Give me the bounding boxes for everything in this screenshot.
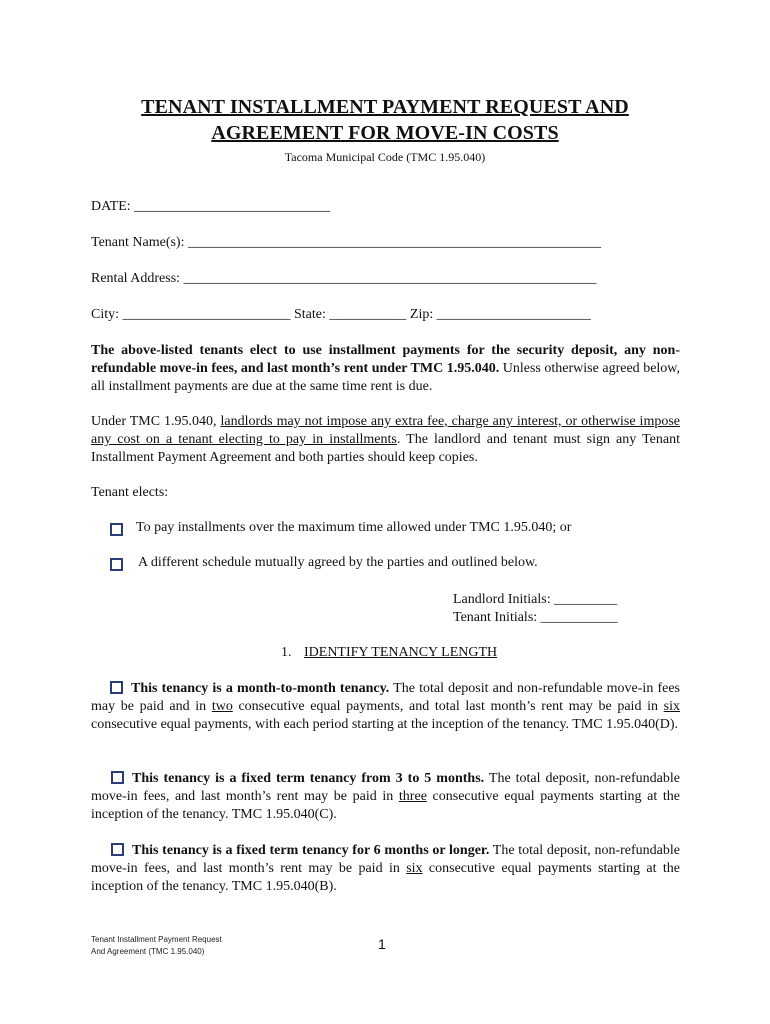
three-to-five-months-checkbox[interactable] bbox=[111, 771, 124, 784]
tenancy-option-3-to-5-months bbox=[91, 770, 680, 824]
intro-paragraph bbox=[91, 342, 680, 396]
month-to-month-checkbox[interactable] bbox=[110, 681, 123, 694]
rule-paragraph bbox=[91, 413, 680, 467]
month-to-month-text-3: consecutive equal payments, with each period starting at the inception of the tenancy. TMC 1.95.040(D). bbox=[91, 717, 679, 732]
elect-option-1-checkbox[interactable] bbox=[110, 521, 123, 539]
footer-line-1: Tenant Installment Payment Request bbox=[91, 935, 222, 944]
month-to-month-underline-2: six bbox=[663, 699, 680, 714]
month-to-month-bold: This tenancy is a month-to-month tenancy. bbox=[131, 681, 390, 696]
three-to-five-months-text-1: The total deposit, non-refundable move-in fees, and last month’s rent may be paid in bbox=[91, 771, 680, 804]
six-months-or-longer-checkbox[interactable] bbox=[111, 843, 124, 856]
elect-option-2-checkbox[interactable] bbox=[110, 556, 123, 574]
section-1-heading: IDENTIFY TENANCY LENGTH bbox=[304, 645, 498, 660]
tenant-initials-field[interactable]: Tenant Initials: ___________ bbox=[453, 610, 618, 625]
footer-document-name bbox=[91, 934, 222, 958]
tenant-names-field[interactable]: Tenant Name(s): ___________________________________________________________ bbox=[91, 235, 601, 250]
landlord-initials-field[interactable]: Landlord Initials: _________ bbox=[453, 592, 618, 607]
rule-underlined-text: landlords may not impose any extra fee, charge any interest, or otherwise impose any cost on a tenant electing to pay in installments bbox=[91, 414, 680, 447]
rental-address-field[interactable]: Rental Address: ___________________________________________________________ bbox=[91, 271, 597, 286]
three-to-five-months-text-2: consecutive equal payments starting at the inception of the tenancy. TMC 1.95.040(C). bbox=[91, 789, 680, 822]
month-to-month-text-1: The total deposit and non-refundable move-in fees may be paid and in bbox=[91, 681, 680, 714]
elect-option-1-label: To pay installments over the maximum time allowed under TMC 1.95.040; or bbox=[136, 520, 572, 535]
rule-suffix: . The landlord and tenant must sign any Tenant Installment Payment Agreement and both parties should keep copies. bbox=[91, 432, 680, 465]
month-to-month-text-2: consecutive equal payments, and total last month’s rent may be paid in bbox=[232, 699, 664, 714]
rule-prefix: Under TMC 1.95.040, bbox=[91, 414, 221, 429]
tenancy-option-6-months-or-longer bbox=[91, 842, 680, 896]
tenant-elects-label: Tenant elects: bbox=[91, 485, 169, 500]
three-to-five-months-underline: three bbox=[398, 789, 427, 804]
three-to-five-months-bold: This tenancy is a fixed term tenancy from 3 to 5 months. bbox=[132, 771, 485, 786]
six-months-or-longer-text-2: consecutive equal payments starting at the inception of the tenancy. TMC 1.95.040(B). bbox=[91, 861, 680, 894]
tenancy-option-month-to-month bbox=[91, 680, 680, 734]
section-1-number: 1. bbox=[281, 645, 292, 660]
footer-line-2: And Agreement (TMC 1.95.040) bbox=[91, 947, 205, 956]
six-months-or-longer-bold: This tenancy is a fixed term tenancy for 6 months or longer. bbox=[132, 843, 490, 858]
elect-option-2-label: A different schedule mutually agreed by the parties and outlined below. bbox=[138, 555, 538, 570]
city-state-zip-field[interactable]: City: ________________________ State: ___________ Zip: ______________________ bbox=[91, 307, 591, 322]
month-to-month-underline-1: two bbox=[211, 699, 233, 714]
intro-text: Unless otherwise agreed below, all installment payments are due at the same time rent is due. bbox=[91, 361, 680, 394]
page-number: 1 bbox=[378, 936, 386, 952]
six-months-or-longer-text-1: The total deposit, non-refundable move-in fees, and last month’s rent may be paid in bbox=[91, 843, 680, 876]
document-title-line1: TENANT INSTALLMENT PAYMENT REQUEST AND bbox=[141, 96, 629, 118]
six-months-or-longer-underline: six bbox=[406, 861, 423, 876]
date-field[interactable]: DATE: ____________________________ bbox=[91, 199, 331, 214]
intro-bold-text: The above-listed tenants elect to use installment payments for the security deposit, any non-refundable move-in fees, and last month’s rent under TMC 1.95.040. bbox=[91, 343, 680, 376]
document-title-line2: AGREEMENT FOR MOVE-IN COSTS bbox=[211, 122, 559, 144]
document-subtitle: Tacoma Municipal Code (TMC 1.95.040) bbox=[284, 150, 486, 164]
